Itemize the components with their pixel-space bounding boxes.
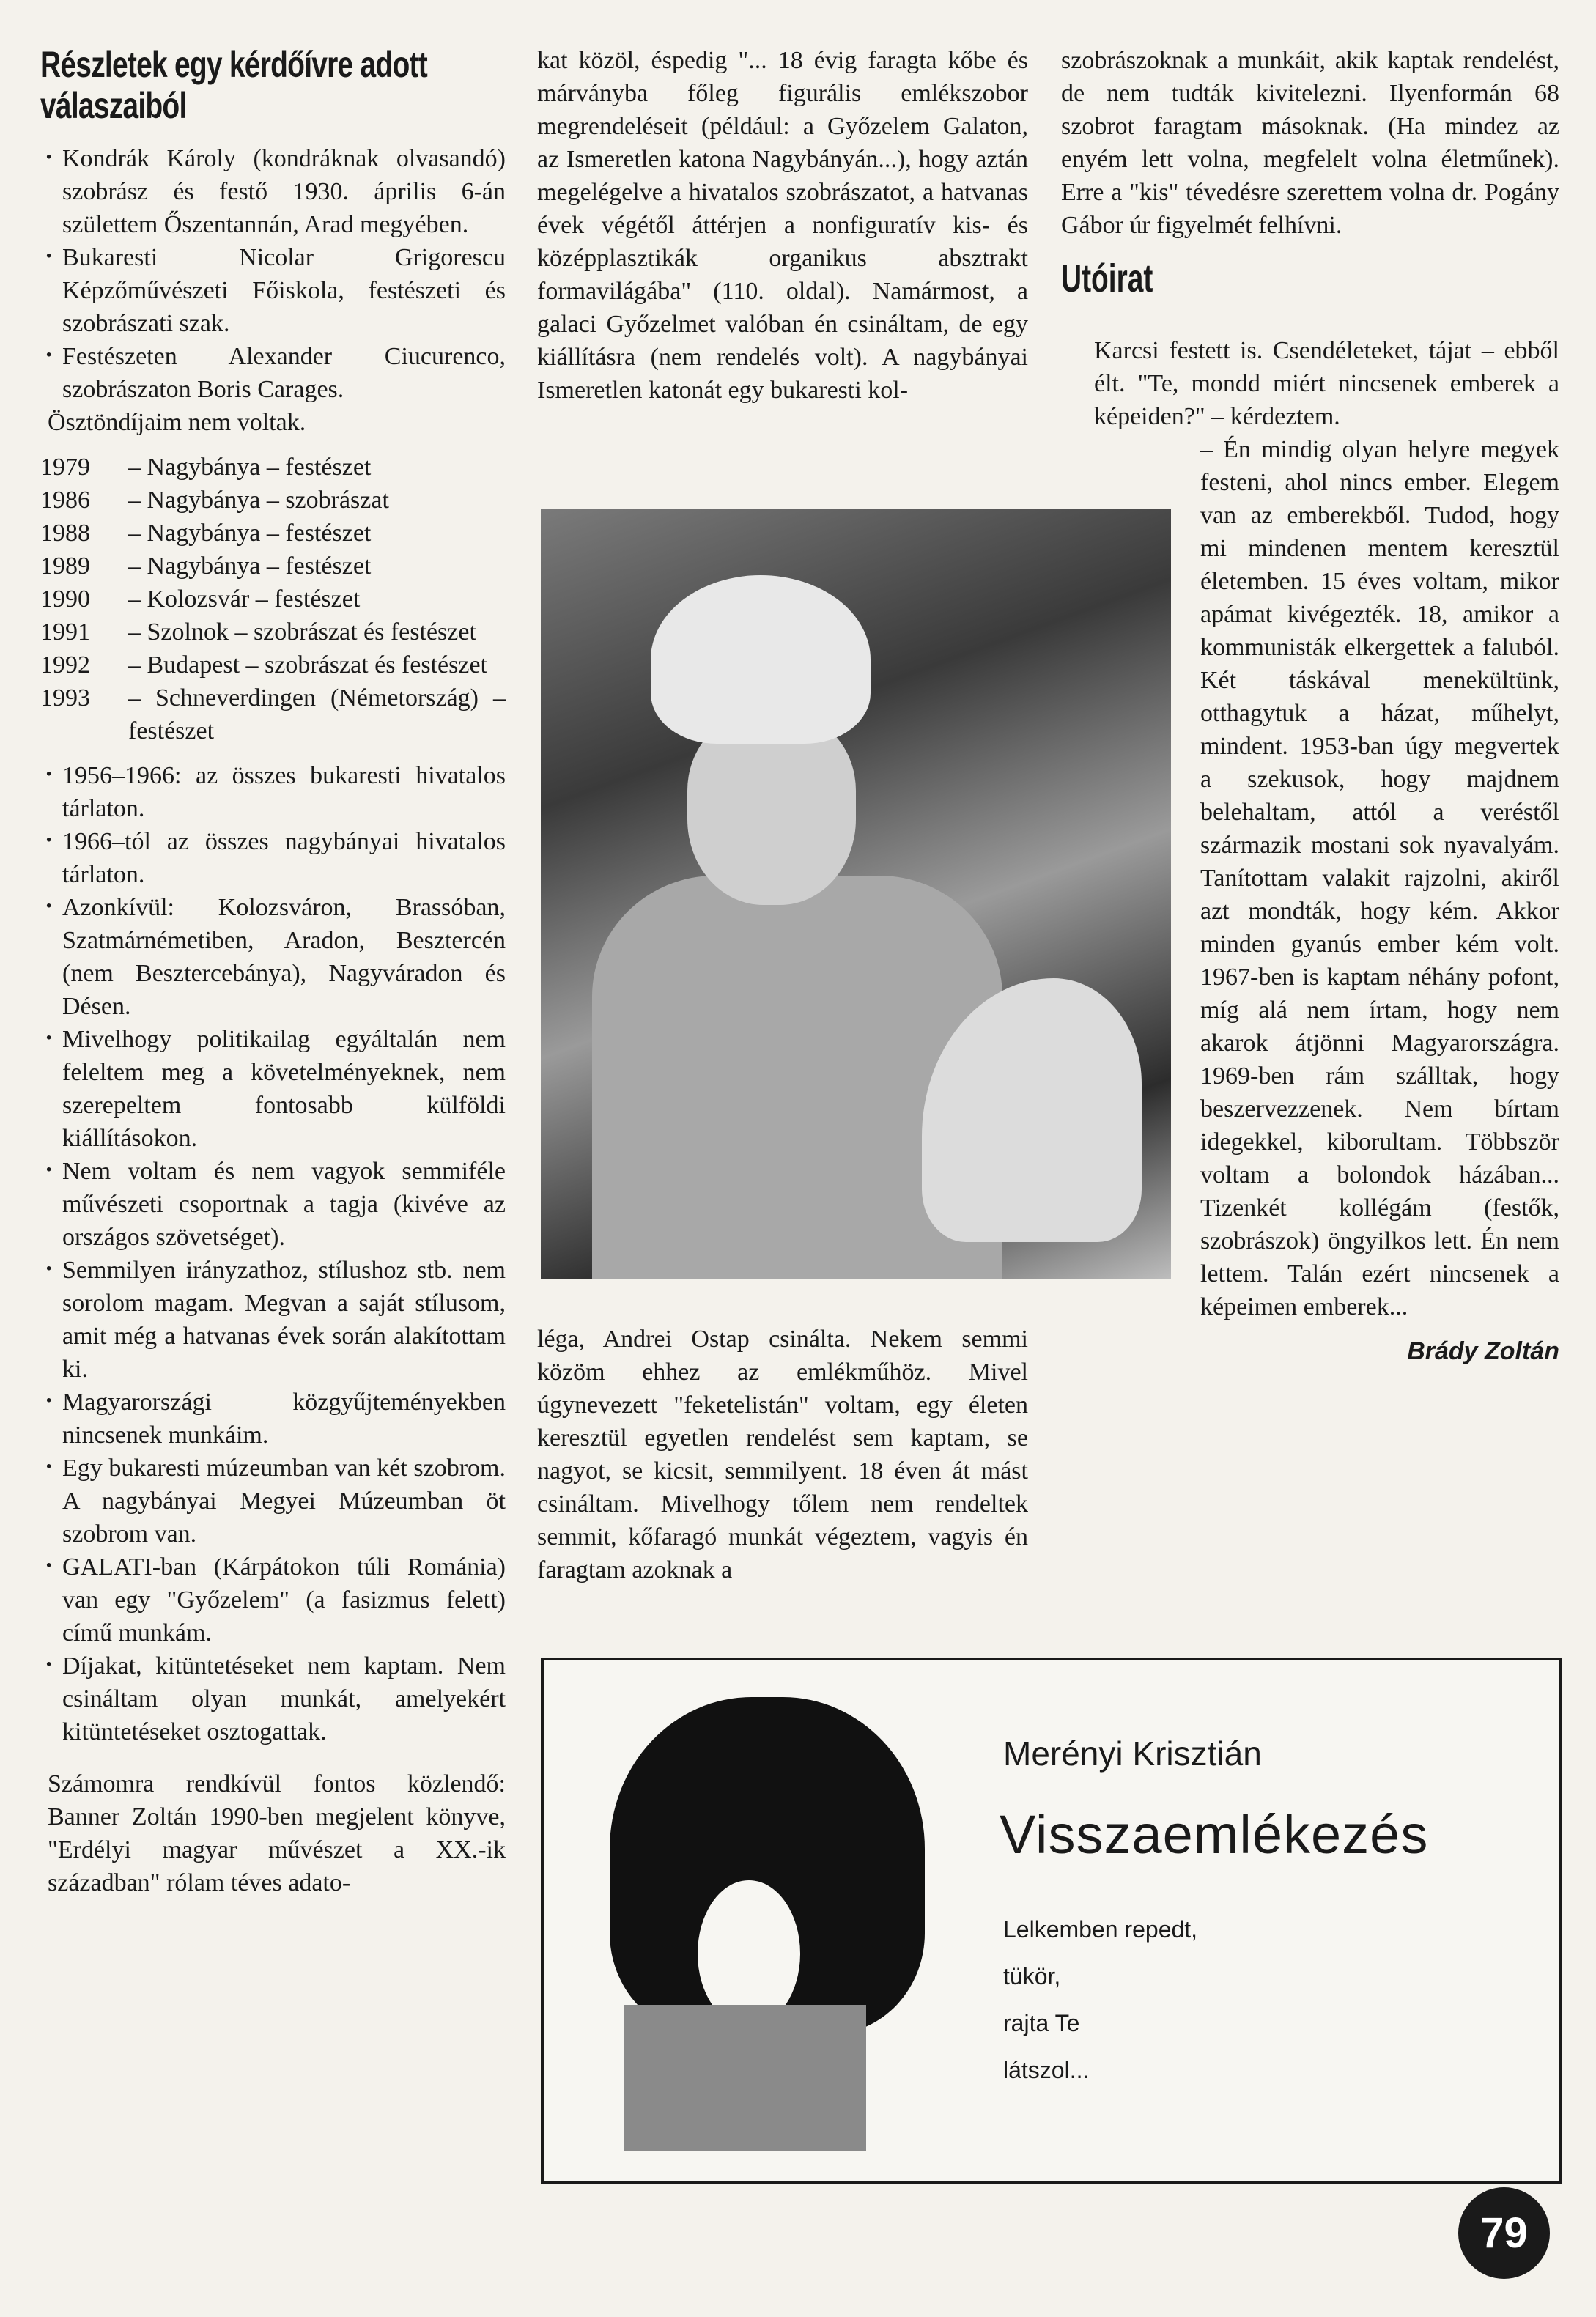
- exhibition-text: – Szolnok – szobrászat és festészet: [128, 618, 476, 646]
- poem-title: Visszaemlékezés: [1000, 1804, 1429, 1865]
- exhibition-text: – Nagybánya – festészet: [128, 454, 372, 481]
- list-item: · Egy bukaresti múzeumban van két szobrom. A nagybányai Megyei Múzeumban öt szobrom van.: [40, 1452, 506, 1551]
- poem-author: Merényi Krisztián: [1003, 1734, 1262, 1773]
- exhibition-year: 1988: [40, 520, 90, 547]
- exhibition-year: 1991: [40, 618, 90, 646]
- bio-item: · Kondrák Károly (kondráknak olvasandó) szobrász és festő 1930. április 6-án születtem Őszentannán, Arad megyében.: [40, 142, 506, 241]
- exhibition-row: [40, 517, 506, 550]
- sculpture-image: [595, 1682, 961, 2151]
- paragraph-continued-lower: léga, Andrei Ostap csinálta. Nekem semmi közöm ehhez az emlékműhöz. Mivel úgynevezett "feketelistán" voltam, egy életen keresztül egyetlen rendelést sem kaptam, se nagyot, se kicsit, semmilyent. 18 éven át mást csináltam. Mivelhogy tőlem nem rendeltek semmit, kőfaragó munkát végeztem, vagyis én faragtam azoknak a: [537, 1326, 1028, 1584]
- list-item: · Semmilyen irányzathoz, stílushoz stb. nem sorolom magam. Megvan a saját stílusom, amit még a hatvanas évek során alakítottam ki.: [40, 1254, 506, 1386]
- bio-item: · Festészeten Alexander Ciucurenco, szobrászaton Boris Carages.: [40, 340, 506, 406]
- poem-line: rajta Te: [1003, 2010, 1080, 2036]
- closing-paragraph: Számomra rendkívül fontos közlendő: Banner Zoltán 1990-ben megjelent könyve, "Erdélyi magyar művészet a XX.-ik században" rólam téves adato-: [48, 1770, 506, 1896]
- exhibition-year: 1986: [40, 487, 90, 514]
- scholarship-text: Ösztöndíjaim nem voltak.: [48, 409, 306, 436]
- paragraph-continued: kat közöl, éspedig "... 18 évig faragta kőbe és márványba főleg figurális emlékszobor megrendeléseit (például: a Győzelem Galaton, az Ismeretlen katona Nagybányán...), hogy aztán megelégelve a hivatalos szobrászatot, a hatvanas évek végétől áttérjen a nonfiguratív kis- és középplasztikák organikus absztrakt formavilágába" (110. oldal). Namármost, a galaci Győzelmet valóban én csináltam, de egy kiállításra (nem rendelés volt). A nagybányai Ismeretlen katonát egy bukaresti kol-: [537, 47, 1028, 404]
- exhibition-text: – Nagybánya – festészet: [128, 553, 372, 580]
- poem-line: tükör,: [1003, 1963, 1061, 1989]
- column-middle: [537, 44, 1028, 407]
- bio-item: · Bukaresti Nicolar Grigorescu Képzőművészeti Főiskola, festészeti és szobrászati szak.: [40, 241, 506, 340]
- exhibition-row: [40, 451, 506, 484]
- section-heading: Részletek egy kérdőívre adott válaszaiból: [40, 44, 427, 126]
- poem-box: [541, 1658, 1562, 2184]
- exhibition-row: [40, 550, 506, 583]
- column-left: [40, 44, 506, 1899]
- exhibition-year: 1990: [40, 585, 90, 613]
- column-right: [1061, 44, 1559, 1368]
- exhibition-year: 1989: [40, 553, 90, 580]
- poem-text: [1003, 1906, 1197, 2094]
- list-item: · Nem voltam és nem vagyok semmiféle művészeti csoportnak a tagja (kivéve az országos szövetséget).: [40, 1155, 506, 1254]
- list-item: · Magyarországi közgyűjteményekben nincsenek munkáim.: [40, 1386, 506, 1452]
- exhibition-text: – Nagybánya – szobrászat: [128, 487, 389, 514]
- exhibition-text: – Budapest – szobrászat és festészet: [128, 651, 487, 679]
- exhibition-list: [40, 451, 506, 747]
- exhibition-year: 1979: [40, 454, 90, 481]
- exhibition-row: [40, 616, 506, 648]
- postscript-heading: Utóirat: [1061, 256, 1153, 300]
- paragraph-right-top: szobrászoknak a munkáit, akik kaptak rendelést, de nem tudták kivitelezni. Ilyenformán 68 szobrot faragtam másoknak. (Ha mindez az enyém lett volna, megfelelt volna életműnek). Erre a "kis" tévedésre szerettem volna dr. Pogány Gábor úr figyelmét felhívni.: [1061, 47, 1559, 239]
- exhibition-text: – Nagybánya – festészet: [128, 520, 372, 547]
- postscript-first: Karcsi festett is. Csendéleteket, tájat – ebből élt. "Te, mondd miért nincsenek emberek a képeiden?" – kérdeztem.: [1094, 337, 1559, 430]
- exhibition-row: [40, 583, 506, 616]
- column-middle-lower: [537, 1323, 1028, 1586]
- exhibition-row: [40, 648, 506, 681]
- page-number: 79: [1458, 2187, 1550, 2279]
- poem-line: Lelkemben repedt,: [1003, 1916, 1198, 1943]
- list-item: · Mivelhogy politikailag egyáltalán nem feleltem meg a követelményeknek, nem szerepeltem fontosabb külföldi kiállításokon.: [40, 1023, 506, 1155]
- exhibition-row: [40, 484, 506, 517]
- exhibition-text: – Kolozsvár – festészet: [128, 585, 361, 613]
- list-item: · Azonkívül: Kolozsváron, Brassóban, Szatmárnémetiben, Aradon, Besztercén (nem Besztercebánya), Nagyváradon és Désen.: [40, 891, 506, 1023]
- list-item: · GALATI-ban (Kárpátokon túli Románia) van egy "Győzelem" (a fasizmus felett) című munkám.: [40, 1551, 506, 1649]
- exhibition-year: 1993: [40, 684, 90, 712]
- poem-line: látszol...: [1003, 2057, 1090, 2083]
- author-signature: Brády Zoltán: [1407, 1337, 1559, 1365]
- list-item: · Díjakat, kitüntetéseket nem kaptam. Nem csináltam olyan munkát, amelyekért kitüntetéseket osztogattak.: [40, 1649, 506, 1748]
- exhibition-text: – Schneverdingen (Németország) – festészet: [128, 684, 506, 744]
- list-item: · 1956–1966: az összes bukaresti hivatalos tárlaton.: [40, 759, 506, 825]
- list-item: · 1966–tól az összes nagybányai hivatalos tárlaton.: [40, 825, 506, 891]
- exhibition-row: [40, 681, 506, 747]
- postscript-second: – Én mindig olyan helyre megyek festeni, ahol nincs ember. Elegem van az emberekből. Tudod, hogy mi mindenen mentem keresztül életemben. 15 éves voltam, mikor apámat kivégezték. 18, amikor a kommunisták elkergettek a faluból. Két táskával menekültünk, otthagytuk a házat, műhelyt, mindent. 1953-ban úgy megvertek a szekusok, hogy majdnem belehaltam, attól a veréstől származik mostani sok nyavalyám. Tanítottam valakit rajzolni, akiről azt mondták, hogy kém. Akkor minden gyanús ember kém volt. 1967-ben is kaptam néhány pofont, míg alá nem írtam, hogy nem akarok átjönni Magyarországra. 1969-ben rám szálltak, hogy beszervezzenek. Nem bírtam idegekkel, kiborultam. Többször voltam a bolondok házában... Tizenkét kollégám (festők, szobrászok) öngyilkos lett. Én nem lettem. Talán ezért nincsenek a képeimen emberek...: [1200, 436, 1559, 1320]
- exhibition-year: 1992: [40, 651, 90, 679]
